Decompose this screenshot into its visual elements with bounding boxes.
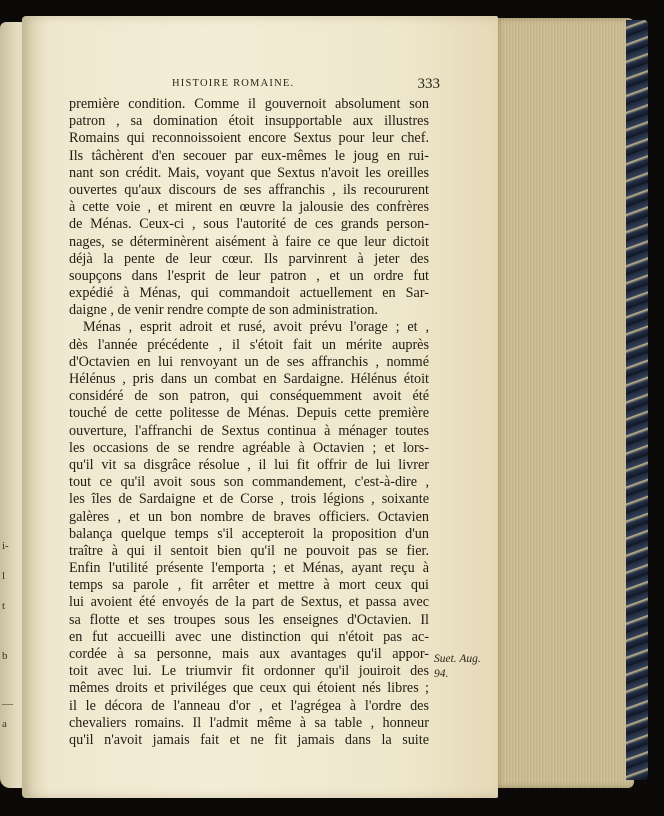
- text-line: soupçons dans l'esprit de leur patron , et un ordre fut: [69, 267, 429, 284]
- text-line: chevaliers romains. Il l'admit même à sa table , honneur: [69, 714, 429, 731]
- text-line: Romains qui reconnoissoient encore Sextus pour leur chef.: [69, 130, 429, 147]
- text-line: les occasions de se rendre agréable à Octavien ; et lors-: [69, 439, 429, 456]
- margin-citation-number: 94.: [434, 668, 449, 680]
- page-number: 333: [417, 76, 440, 92]
- text-line: d'Octavien en lui renvoyant un de ses affranchis , nommé: [69, 353, 429, 370]
- text-line: tout ce qu'il avoit sous son commandement, c'est-à-dire ,: [69, 474, 429, 491]
- text-line: les îles de Sardaigne et de Corse , trois légions , soixante: [69, 491, 429, 508]
- running-title: HISTOIRE ROMAINE.: [172, 78, 295, 89]
- text-line: traître à qui il sentoit bien qu'il ne pouvoit pas se fier.: [69, 542, 429, 559]
- book-cover-marbled: [626, 20, 648, 780]
- text-line: sa flotte et ses troupes sous les enseignes d'Octavien. Il: [69, 611, 429, 628]
- text-line: temps sa parole , fit arrêter et mettre à mort ceux qui: [69, 577, 429, 594]
- text-line: lui avoient été envoyés de la part de Sextus, et passa avec: [69, 594, 429, 611]
- text-line: nant son crédit. Mais, voyant que Sextus n'avoit les oreilles: [69, 164, 429, 181]
- text-line: dès l'année précédente , il s'étoit fait un mérite auprès: [69, 336, 429, 353]
- text-line: expédié à Ménas, qui commandoit actuellement en Sar-: [69, 285, 429, 302]
- text-line: qu'il vit sa disgrâce résolue , il lui fit offrir de lui livrer: [69, 456, 429, 473]
- facing-page-fragment: b: [2, 650, 8, 662]
- text-line: qu'il n'avoit jamais fait et ne fit jamais dans la suite: [69, 731, 429, 748]
- text-line: mêmes droits et priviléges que ceux qui étoient nés libres ;: [69, 680, 429, 697]
- text-line: galères , et un bon nombre de braves officiers. Octavien: [69, 508, 429, 525]
- book-page: [22, 16, 498, 798]
- text-line: première condition. Comme il gouvernoit absolument son: [69, 96, 429, 112]
- text-line: de Ménas. Ceux-ci , sous l'autorité de ces grands person-: [69, 216, 429, 233]
- text-line: nages, se déterminèrent aisément à faire ce que leur dictoit: [69, 233, 429, 250]
- facing-page-fragment: i-: [2, 540, 9, 552]
- body-text: [69, 96, 429, 749]
- facing-page-fragment: —: [2, 698, 13, 710]
- text-line: déjà la pente de leur cœur. Ils parvinrent à jeter des: [69, 250, 429, 267]
- text-line: Enfin l'utilité présente l'emporta ; et Ménas, ayant reçu à: [69, 560, 429, 577]
- page-block-edges: [494, 18, 634, 788]
- text-line: il le décora de l'anneau d'or , et l'agrégea à l'ordre des: [69, 697, 429, 714]
- margin-citation: [434, 652, 498, 682]
- facing-page-fragment: t: [2, 600, 6, 612]
- text-line: en fut accueilli avec une distinction qui n'étoit pas ac-: [69, 628, 429, 645]
- text-line: ouvertes qu'aux discours de ses affranchis , ils recoururent: [69, 181, 429, 198]
- text-line: balança quelque temps s'il accepteroit la proposition d'un: [69, 525, 429, 542]
- facing-page-fragment: l: [2, 570, 6, 582]
- text-line: Ils tâchèrent d'en secouer par eux-mêmes le joug en rui-: [69, 147, 429, 164]
- text-line: à cette voie , et mirent en œuvre la jalousie des confrères: [69, 199, 429, 216]
- text-line: Ménas , esprit adroit et rusé, avoit prévu l'orage ; et ,: [83, 319, 429, 336]
- text-line: toit avec lui. Le triumvir fit ordonner qu'il jouiroit des: [69, 663, 429, 680]
- facing-page-fragment: a: [2, 718, 7, 730]
- text-line: considéré de son patron, qui conséquemment avoit été: [69, 388, 429, 405]
- margin-citation-source: Suet. Aug.: [434, 653, 481, 665]
- text-line: cordée à sa personne, mais aux avantages qu'il appor-: [69, 646, 429, 662]
- text-line: ouverture, l'affranchi de Sextus continua à ménager toutes: [69, 422, 429, 439]
- text-line: touché de cette politesse de Ménas. Depuis cette première: [69, 405, 429, 422]
- text-line: Hélénus , pris dans un combat en Sardaigne. Hélénus étoit: [69, 371, 429, 387]
- text-line: daigne , de venir rendre compte de son administration.: [69, 302, 378, 319]
- text-line: patron , sa domination étoit insupportable aux illustres: [69, 113, 429, 130]
